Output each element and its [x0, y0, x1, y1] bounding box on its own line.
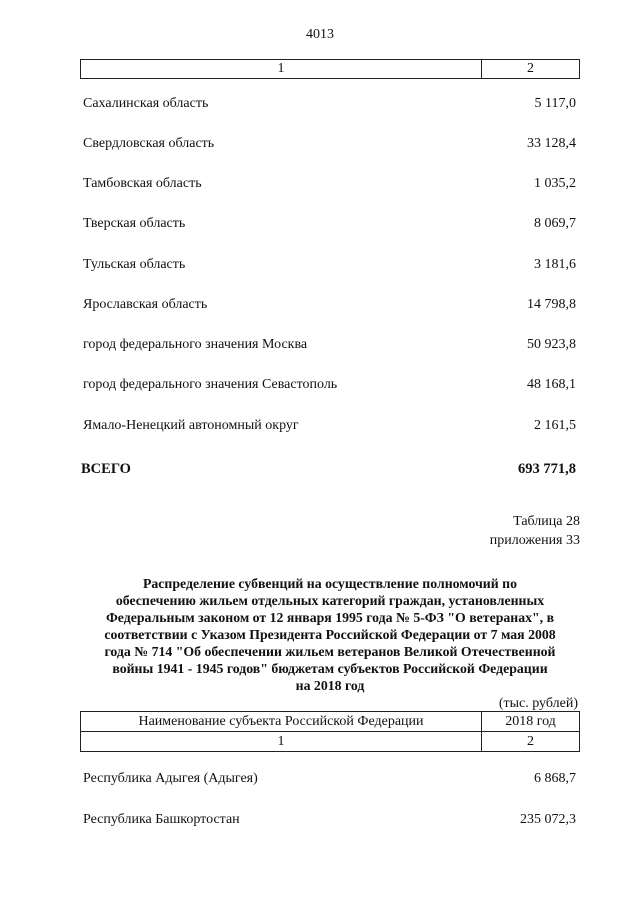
page-number: 4013 [306, 27, 334, 42]
region-name: Тверская область [83, 216, 186, 231]
table-row [83, 215, 576, 233]
region-value: 14 798,8 [527, 297, 576, 312]
column-number-header [80, 59, 580, 79]
table-row [83, 296, 576, 314]
column-number-2: 2 [482, 732, 580, 752]
region-value: 8 069,7 [534, 216, 576, 231]
table-row [83, 811, 576, 829]
table-row [83, 376, 576, 394]
region-value: 33 128,4 [527, 136, 576, 151]
units-label: (тыс. рублей) [498, 696, 578, 711]
header-year: 2018 год [482, 712, 580, 732]
region-name: Сахалинская область [83, 96, 209, 111]
table-row [83, 336, 576, 354]
region-value: 2 161,5 [534, 418, 576, 433]
region-name: Республика Башкортостан [83, 812, 240, 827]
table-row [83, 135, 576, 153]
table-number: Таблица 28 [513, 514, 580, 529]
title-line: года № 714 "Об обеспечении жильем ветеранов Великой Отечественной [104, 644, 556, 659]
table-row [83, 175, 576, 193]
region-name: Тульская область [83, 257, 186, 272]
region-value: 235 072,3 [520, 812, 576, 827]
title-line: соответствии с Указом Президента Российской Федерации от 7 мая 2008 [104, 627, 556, 642]
header-subject-name: Наименование субъекта Российской Федерации [81, 712, 482, 732]
table-reference [490, 512, 580, 550]
column-number-2: 2 [482, 60, 580, 79]
region-name: город федерального значения Москва [83, 337, 308, 352]
region-value: 5 117,0 [534, 96, 576, 111]
title-line: Федеральным законом от 12 января 1995 года № 5-ФЗ "О ветеранах", в [105, 610, 555, 625]
region-value: 1 035,2 [534, 176, 576, 191]
region-value: 6 868,7 [534, 771, 576, 786]
region-value: 48 168,1 [527, 377, 576, 392]
region-name: город федерального значения Севастополь [83, 377, 338, 392]
title-line: обеспечению жильем отдельных категорий граждан, установленных [115, 593, 545, 608]
subvention-table-header [80, 711, 580, 752]
table-row [83, 417, 576, 435]
region-name: Республика Адыгея (Адыгея) [83, 771, 258, 786]
appendix-number: приложения 33 [489, 533, 580, 548]
section-title [60, 575, 600, 694]
region-name: Ярославская область [83, 297, 208, 312]
region-value: 50 923,8 [527, 337, 576, 352]
table-row [83, 95, 576, 113]
column-number-1: 1 [81, 60, 482, 79]
total-row [81, 460, 576, 478]
title-line: на 2018 год [295, 678, 365, 693]
region-value: 3 181,6 [534, 257, 576, 272]
region-name: Ямало-Ненецкий автономный округ [83, 418, 299, 433]
total-label: ВСЕГО [81, 461, 131, 477]
region-name: Тамбовская область [83, 176, 202, 191]
region-name: Свердловская область [83, 136, 215, 151]
table-row [83, 256, 576, 274]
title-line: Распределение субвенций на осуществление полномочий по [142, 576, 518, 591]
column-number-1: 1 [81, 732, 482, 752]
title-line: войны 1941 - 1945 годов" бюджетам субъектов Российской Федерации [112, 661, 548, 676]
total-value: 693 771,8 [518, 461, 576, 477]
table-row [83, 770, 576, 788]
